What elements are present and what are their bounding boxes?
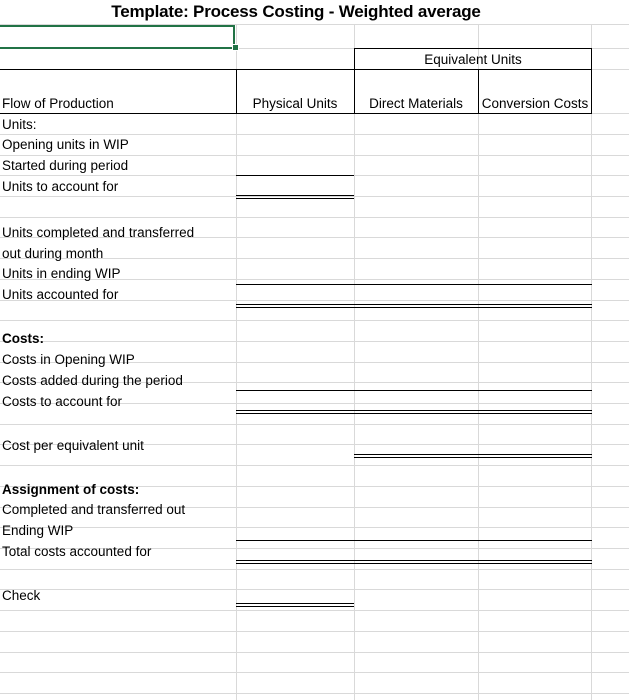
check-double-2	[236, 606, 354, 607]
total-costs-label: Total costs accounted for	[2, 544, 152, 559]
completed-out-label: Completed and transferred out	[2, 502, 186, 517]
cost-per-eu-label: Cost per equivalent unit	[2, 438, 144, 453]
costs-to-account-label: Costs to account for	[2, 394, 123, 409]
costs-added-label: Costs added during the period	[2, 373, 183, 388]
grid-row-line	[0, 610, 629, 611]
fill-handle[interactable]	[232, 44, 239, 51]
grid-row-line	[0, 155, 629, 156]
flow-of-production-label: Flow of Production	[2, 96, 114, 111]
check-double-1	[236, 603, 354, 604]
cost-per-eu-double-2	[354, 457, 592, 458]
ending-wip-units-label: Units in ending WIP	[2, 266, 121, 281]
equiv-units-mid-border	[354, 69, 592, 70]
grid-row-line	[0, 693, 629, 694]
grid-row-line	[0, 196, 629, 197]
grid-row-line	[0, 134, 629, 135]
grid-col-line	[236, 24, 237, 700]
conversion-costs-header: Conversion Costs	[481, 96, 589, 111]
equiv-units-label: Equivalent Units	[424, 52, 522, 67]
costs-total-border-top	[236, 390, 592, 391]
grid-row-line	[0, 652, 629, 653]
grid-col-line	[354, 24, 355, 700]
units-completed-label-line1: Units completed and transferred	[2, 225, 195, 240]
units-completed-label-line2: out during month	[2, 246, 104, 261]
assignment-label: Assignment of costs:	[2, 482, 140, 497]
header-top-border	[0, 69, 354, 70]
grid-row-line	[0, 527, 629, 528]
units-total-border-top	[236, 175, 354, 176]
grid-row-line	[0, 217, 629, 218]
header-bottom-border	[0, 113, 592, 114]
grid-row-line	[0, 631, 629, 632]
grid-row-line	[0, 569, 629, 570]
check-label: Check	[2, 588, 41, 603]
equiv-units-top-border	[354, 48, 592, 49]
units-label: Units:	[2, 117, 37, 132]
grid-col-line	[478, 24, 479, 700]
accounted-double-1	[236, 304, 592, 305]
units-accounted-label: Units accounted for	[2, 287, 119, 302]
total-costs-border-top	[236, 540, 592, 541]
physical-units-header: Physical Units	[252, 96, 338, 111]
accounted-border-top	[236, 284, 592, 285]
grid-row-line	[0, 424, 629, 425]
grid-row-line	[0, 341, 629, 342]
grid-row-line	[0, 589, 629, 590]
grid-row-line	[0, 465, 629, 466]
grid-row-line	[0, 672, 629, 673]
total-costs-double-1	[236, 560, 592, 561]
ending-wip-cost-label: Ending WIP	[2, 523, 74, 538]
started-label: Started during period	[2, 158, 129, 173]
grid-col-line	[591, 24, 592, 700]
sheet-title: Template: Process Costing - Weighted average	[111, 2, 481, 21]
cost-per-eu-double-1	[354, 454, 592, 455]
costs-label: Costs:	[2, 331, 45, 346]
units-total-double-2	[236, 198, 354, 199]
costs-opening-label: Costs in Opening WIP	[2, 352, 135, 367]
costs-total-double-1	[236, 410, 592, 411]
costs-total-double-2	[236, 413, 592, 414]
units-total-double-1	[236, 195, 354, 196]
direct-materials-header: Direct Materials	[369, 96, 463, 111]
opening-units-label: Opening units in WIP	[2, 137, 129, 152]
accounted-double-2	[236, 307, 592, 308]
units-to-account-label: Units to account for	[2, 179, 119, 194]
selected-cell[interactable]	[0, 25, 235, 49]
total-costs-double-2	[236, 563, 592, 564]
grid-row-line	[0, 320, 629, 321]
